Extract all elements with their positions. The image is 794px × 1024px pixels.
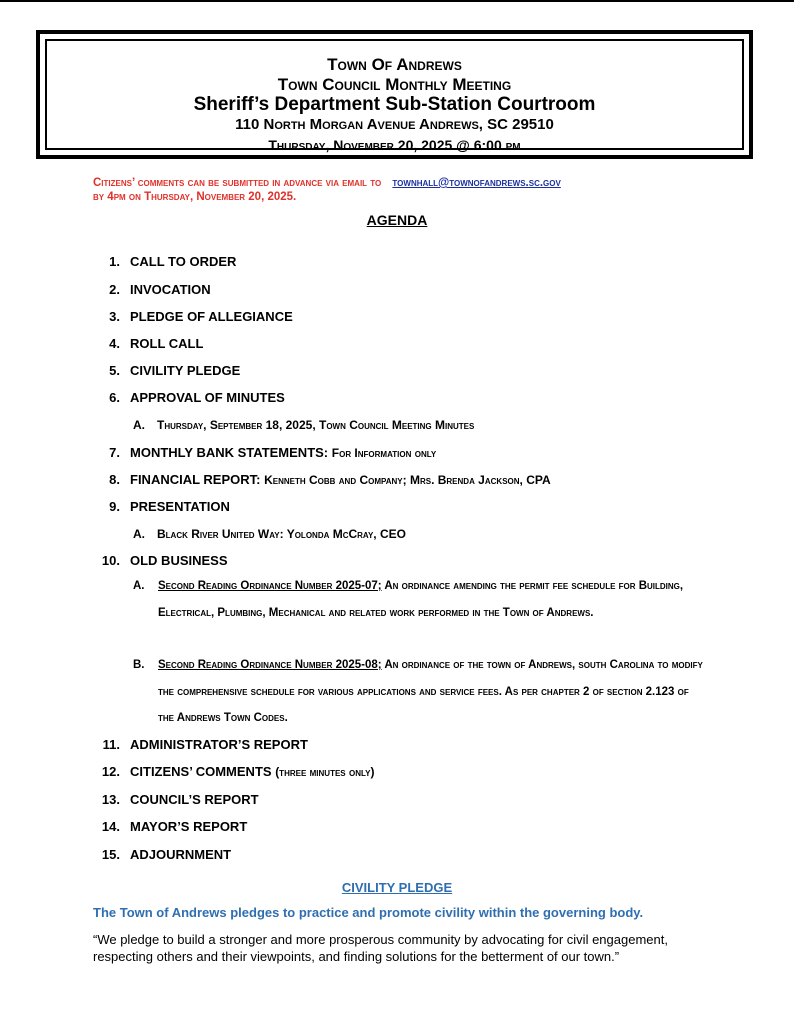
item-detail: Kenneth Cobb and Company; Mrs. Brenda Jackson, CPA	[264, 473, 551, 487]
sub-letter: A.	[133, 418, 145, 432]
minutes-sub-item	[133, 418, 474, 432]
agenda-item	[96, 764, 374, 779]
item-number: 15.	[101, 847, 120, 862]
sub-text: Thursday, September 18, 2025, Town Council Meeting Minutes	[157, 418, 475, 432]
agenda-item	[96, 847, 231, 862]
ordinance-title: Second Reading Ordinance Number 2025-08;	[158, 659, 382, 671]
comments-notice	[93, 176, 713, 204]
town-name: Town Of Andrews	[327, 55, 462, 74]
presentation-sub-item	[133, 527, 406, 541]
item-number: 4.	[109, 336, 120, 351]
sub-body	[158, 573, 703, 626]
item-label: PRESENTATION	[130, 499, 230, 514]
item-detail: For Information only	[331, 446, 437, 460]
sub-letter: A.	[133, 580, 145, 592]
sub-body	[158, 652, 703, 732]
agenda-item	[96, 819, 247, 834]
item-label: ROLL CALL	[130, 336, 204, 351]
old-business-sub-item-a	[133, 573, 703, 626]
agenda-item	[96, 499, 230, 514]
item-label: MONTHLY BANK STATEMENTS:	[130, 445, 329, 460]
item-label: OLD BUSINESS	[130, 553, 228, 568]
agenda-item	[96, 282, 211, 297]
ordinance-text: An ordinance of the town of Andrews, south Carolina to modify the comprehensive schedule for various applications and service fees. As per chapter 2 of section 2.123 of the Andrews Town Codes.	[158, 659, 703, 724]
agenda-item	[96, 336, 203, 351]
agenda-item	[96, 390, 285, 405]
notice-deadline: by 4pm on Thursday, November 20, 2025.	[93, 191, 297, 203]
header-inner-frame	[45, 39, 744, 153]
meeting-title: Town Council Monthly Meeting	[277, 75, 512, 94]
agenda-item	[96, 309, 293, 324]
item-label: CITIZENS’ COMMENTS	[130, 764, 272, 779]
item-label: INVOCATION	[130, 282, 211, 297]
meeting-datetime: Thursday, November 20, 2025 @ 6:00 pm	[268, 137, 521, 153]
item-number: 7.	[109, 445, 120, 460]
agenda-item	[96, 737, 308, 752]
civility-pledge-title: CIVILITY PLEDGE	[341, 880, 453, 895]
item-number: 3.	[109, 309, 120, 324]
agenda-item	[96, 363, 240, 378]
agenda-title: AGENDA	[366, 212, 428, 228]
agenda-item	[96, 553, 228, 568]
item-number: 8.	[109, 472, 120, 487]
item-number: 12.	[101, 764, 120, 779]
item-label: COUNCIL’S REPORT	[130, 792, 259, 807]
item-number: 1.	[109, 254, 120, 269]
sub-letter: B.	[133, 659, 145, 671]
item-number: 2.	[109, 282, 120, 297]
header-box	[36, 30, 753, 159]
item-number: 5.	[109, 363, 120, 378]
civility-pledge-subtitle: The Town of Andrews pledges to practice and promote civility within the governing body.	[93, 905, 644, 920]
item-detail: (three minutes only)	[275, 765, 375, 779]
item-number: 6.	[109, 390, 120, 405]
agenda-item	[96, 472, 551, 487]
item-label: ADMINISTRATOR’S REPORT	[130, 737, 308, 752]
old-business-sub-item-b	[133, 652, 703, 732]
item-number: 9.	[109, 499, 120, 514]
item-label: CALL TO ORDER	[130, 254, 237, 269]
top-border-line	[0, 0, 794, 2]
item-number: 14.	[101, 819, 120, 834]
agenda-item	[96, 792, 259, 807]
item-label: PLEDGE OF ALLEGIANCE	[130, 309, 293, 324]
email-link[interactable]: townhall@townofandrews.sc.gov	[392, 177, 561, 189]
meeting-location: Sheriff’s Department Sub-Station Courtroom	[193, 94, 596, 115]
item-label: APPROVAL OF MINUTES	[130, 390, 285, 405]
agenda-item	[96, 254, 236, 269]
sub-letter: A.	[133, 527, 145, 541]
agenda-item	[96, 445, 436, 460]
item-number: 10.	[101, 553, 120, 568]
item-label: ADJOURNMENT	[130, 847, 232, 862]
civility-pledge-quote: “We pledge to build a stronger and more prosperous community by advocating for civil engagement, respecting others and their viewpoints, and finding solutions for the betterment of our town.”	[93, 932, 668, 964]
notice-text: Citizens’ comments can be submitted in advance via email to	[93, 177, 382, 189]
ordinance-title: Second Reading Ordinance Number 2025-07;	[158, 580, 382, 592]
ordinance-text: An ordinance amending the permit fee schedule for Building, Electrical, Plumbing, Mechanical and related work performed in the Town of Andrews.	[158, 580, 684, 619]
item-label: MAYOR’S REPORT	[130, 819, 248, 834]
item-label: FINANCIAL REPORT:	[130, 472, 261, 487]
meeting-address: 110 North Morgan Avenue Andrews, SC 29510	[235, 116, 554, 133]
item-number: 13.	[101, 792, 120, 807]
sub-text: Black River United Way: Yolonda McCray, CEO	[157, 527, 406, 541]
item-label: CIVILITY PLEDGE	[130, 363, 241, 378]
item-number: 11.	[102, 737, 120, 752]
